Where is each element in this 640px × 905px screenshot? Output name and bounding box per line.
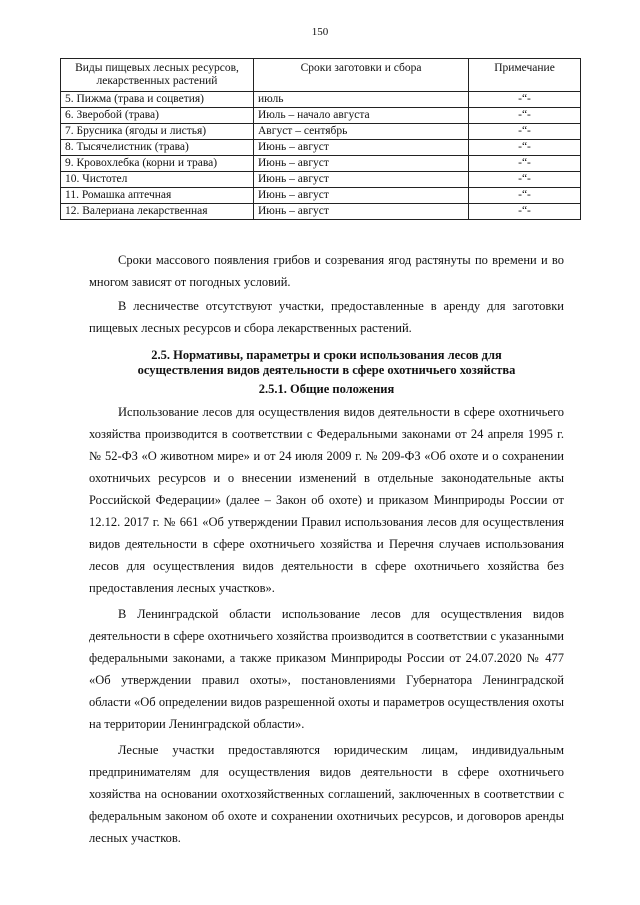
note: -“- — [469, 172, 581, 188]
plant-name: 8. Тысячелистник (трава) — [61, 140, 254, 156]
header-plant-types: Виды пищевых лесных ресурсов, лекарственных растений — [61, 59, 254, 92]
note: -“- — [469, 156, 581, 172]
body-text — [89, 401, 564, 849]
table-row — [61, 108, 581, 124]
harvest-period: Июнь – август — [254, 204, 469, 220]
note: -“- — [469, 124, 581, 140]
page-number: 150 — [311, 26, 329, 38]
table-header-row — [61, 59, 581, 92]
table-row — [61, 140, 581, 156]
header-harvest-period: Сроки заготовки и сбора — [254, 59, 469, 92]
paragraph-mushroom-timing: Сроки массового появления грибов и созревания ягод растянуты по времени и во многом зависят от погодных условий. — [89, 253, 564, 289]
table-row — [61, 124, 581, 140]
section-title — [89, 348, 564, 397]
harvest-period: Июнь – август — [254, 188, 469, 204]
note: -“- — [469, 92, 581, 108]
table-row — [61, 188, 581, 204]
paragraph-no-lease: В лесничестве отсутствуют участки, предоставленные в аренду для заготовки пищевых лесных ресурсов и сбора лекарственных растений. — [89, 299, 564, 335]
plant-name: 7. Брусника (ягоды и листья) — [61, 124, 254, 140]
plants-table — [60, 58, 581, 220]
plant-name: 10. Чистотел — [61, 172, 254, 188]
table-row — [61, 156, 581, 172]
table-row — [61, 92, 581, 108]
harvest-period: Июль – начало августа — [254, 108, 469, 124]
note: -“- — [469, 108, 581, 124]
harvest-period: Август – сентябрь — [254, 124, 469, 140]
section-title-line1: 2.5. Нормативы, параметры и сроки использования лесов для — [151, 348, 502, 362]
table-row — [61, 204, 581, 220]
note: -“- — [469, 188, 581, 204]
harvest-period: июль — [254, 92, 469, 108]
intro-text — [89, 249, 564, 339]
paragraph-legal-basis: Использование лесов для осуществления видов деятельности в сфере охотничьего хозяйства производится в соответствии с Федеральными законами от 24 апреля 1995 г. № 52-ФЗ «О животном мире» и от 24 июля 2009 г. № 209-ФЗ «Об охоте и о сохранении охотничьих ресурсов и о внесении изменений в отдельные законодательные акты Российской Федерации» (далее – Закон об охоте) и приказом Минприроды России от 12.12. 2017 г. № 661 «Об утверждении Правил использования лесов для осуществления видов деятельности в сфере охотничьего хозяйства и Перечня случаев использования лесов для осуществления видов деятельности в сфере охотничьего хозяйства без предоставления лесных участков». — [89, 405, 564, 595]
harvest-period: Июнь – август — [254, 156, 469, 172]
note: -“- — [469, 204, 581, 220]
plant-name: 6. Зверобой (трава) — [61, 108, 254, 124]
paragraph-land-plots: Лесные участки предоставляются юридическим лицам, индивидуальным предпринимателям для осуществления видов деятельности в сфере охотничьего хозяйства на основании охотхозяйственных соглашений, заключенных в соответствии с федеральным законом об охоте и сохранении охотничьих ресурсов, и договоров аренды лесных участков. — [89, 743, 564, 845]
note: -“- — [469, 140, 581, 156]
plant-name: 5. Пижма (трава и соцветия) — [61, 92, 254, 108]
section-title-line2: осуществления видов деятельности в сфере охотничьего хозяйства — [137, 363, 516, 377]
plant-name: 12. Валериана лекарственная — [61, 204, 254, 220]
harvest-period: Июнь – август — [254, 140, 469, 156]
table-row — [61, 172, 581, 188]
harvest-period: Июнь – август — [254, 172, 469, 188]
plant-name: 9. Кровохлебка (корни и трава) — [61, 156, 254, 172]
subsection-title: 2.5.1. Общие положения — [258, 382, 395, 396]
paragraph-leningrad-region: В Ленинградской области использование лесов для осуществления видов деятельности в сфере охотничьего хозяйства производится в соответствии с указанными федеральными законами, а также приказом Минприроды России от 24.07.2020 № 477 «Об утверждении правил охоты», постановлениями Губернатора Ленинградской области «Об определении видов разрешенной охоты и параметров осуществления охоты на территории Ленинградской области». — [89, 607, 564, 731]
header-note: Примечание — [469, 59, 581, 92]
plant-name: 11. Ромашка аптечная — [61, 188, 254, 204]
